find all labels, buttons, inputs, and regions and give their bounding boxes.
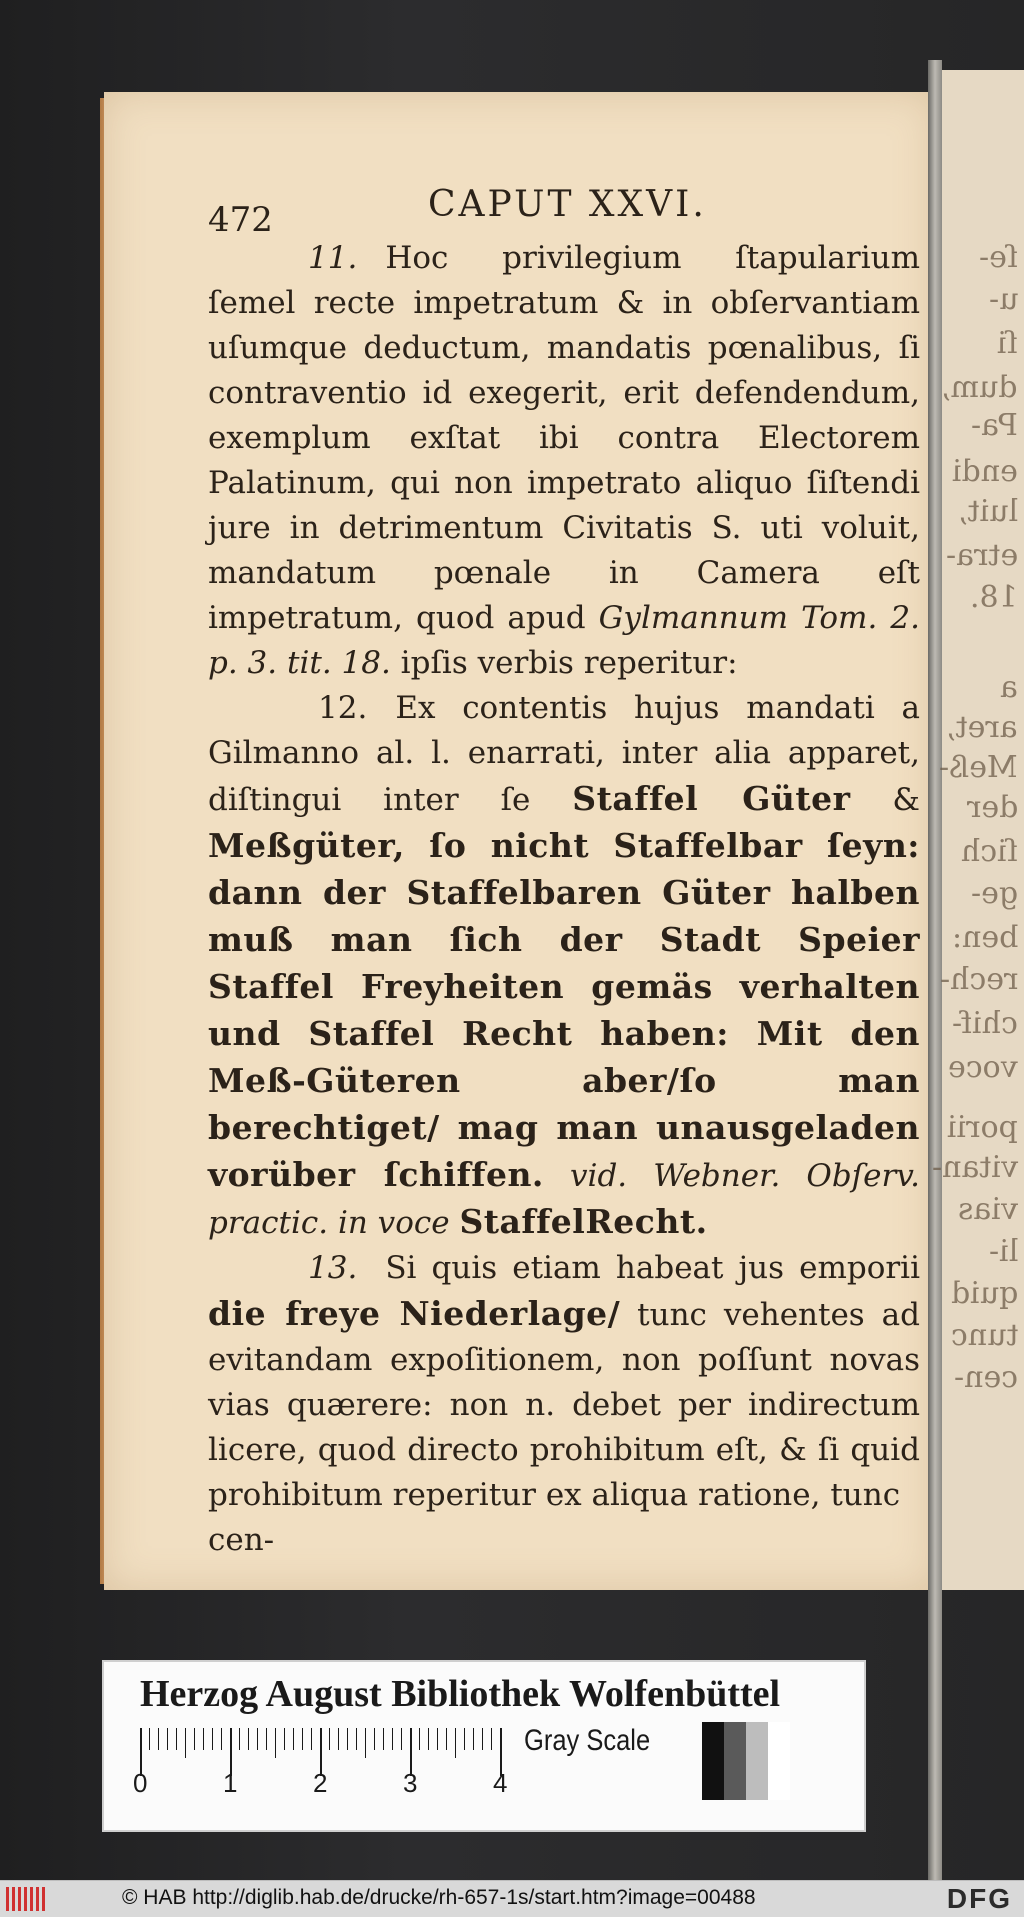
- gray-swatch: [724, 1722, 746, 1800]
- ruler-tick: [383, 1728, 384, 1750]
- facing-page-fragment: luit,: [957, 494, 1018, 529]
- facing-page-fragment: chif-: [952, 1006, 1018, 1041]
- facing-page-fragment: 18.: [970, 580, 1018, 615]
- ruler-tick: [419, 1728, 420, 1750]
- ruler-tick: [293, 1728, 294, 1750]
- scale-ruler: [133, 1728, 520, 1798]
- ruler-tick: [212, 1728, 213, 1750]
- paragraph-text: &: [850, 782, 921, 818]
- paragraph-number: 11.: [308, 240, 358, 276]
- facing-page-fragment: ſich: [961, 834, 1018, 869]
- paragraph-number: 12.: [318, 690, 368, 726]
- gray-swatch: [746, 1722, 768, 1800]
- ruler-tick: [437, 1728, 438, 1750]
- library-name: Herzog August Bibliothek Wolfenbüttel: [140, 1673, 781, 1715]
- facing-page-fragment: dum,: [941, 370, 1018, 405]
- barcode-icon: [6, 1887, 46, 1911]
- ruler-label: 2: [313, 1768, 328, 1798]
- page-body: [208, 236, 920, 1563]
- facing-page-fragment: rech-: [939, 962, 1018, 997]
- german-text: StaffelRecht.: [459, 1202, 708, 1241]
- ruler-tick: [446, 1728, 447, 1750]
- facing-page-fragment: a: [1000, 670, 1018, 705]
- facing-page-fragment: ben:: [951, 920, 1018, 955]
- ruler-label: 0: [133, 1768, 148, 1798]
- page-header: [208, 184, 928, 240]
- ruler-tick: [203, 1728, 204, 1750]
- paragraph-text: Si quis etiam habeat jus emporii: [385, 1250, 920, 1286]
- ruler-tick: [149, 1728, 150, 1750]
- gray-swatch: [768, 1722, 790, 1800]
- source-link[interactable]: © HAB http://diglib.hab.de/drucke/rh-657-1s/start.htm?image=00488: [122, 1886, 756, 1909]
- ruler-tick: [185, 1728, 186, 1758]
- ruler-tick: [158, 1728, 159, 1750]
- paragraph-number: 13.: [308, 1250, 358, 1286]
- running-title: CAPUT XXVI.: [428, 184, 707, 225]
- paragraph-text: Hoc privilegium ſtapularium ſemel recte impetratum & in obſervantiam uſumque deductum, mandatis pœnalibus, ſi contraventio id exegerit, erit defendendum, exemplum exſtat ibi contra Electorem Palatinum, qui non impetrato aliquo ſiſtendi jure in detrimentum Civitatis S. uti voluit, mandatum pœnale in Camera eſt impetratum, quod apud: [208, 240, 920, 636]
- ruler-tick: [347, 1728, 348, 1750]
- ruler-tick: [176, 1728, 177, 1750]
- ruler-tick: [302, 1728, 303, 1750]
- citation: vid. Webner. Obſerv. practic. in voce: [208, 1158, 921, 1241]
- ruler-tick: [167, 1728, 168, 1750]
- dfg-logo: DFG: [946, 1883, 1012, 1914]
- facing-page-fragment: cen-: [953, 1360, 1018, 1395]
- paragraph-text: tunc vehentes ad evitandam expoſitionem, non poſſunt novas vias quærere: non n. debet per indirectum licere, quod directo prohibitum eſt, & ſi quid prohibitum reperitur ex aliqua ratione, tunc: [208, 1297, 920, 1513]
- citation: Gylmannum Tom. 2. p. 3. tit. 18.: [208, 600, 920, 681]
- paragraph-13: [208, 1246, 920, 1518]
- paragraph-11: [208, 236, 920, 686]
- facing-page-fragment: quid: [950, 1276, 1018, 1311]
- german-text: die freye Niederlage/: [208, 1294, 621, 1333]
- ruler-tick: [455, 1728, 456, 1758]
- ruler-tick: [329, 1728, 330, 1750]
- color-target-card: [102, 1660, 866, 1832]
- ruler-tick: [482, 1728, 483, 1750]
- footer-bar: [0, 1880, 1024, 1917]
- ruler-tick: [248, 1728, 249, 1750]
- facing-page-fragment: Pa-: [971, 408, 1018, 443]
- ruler-tick: [311, 1728, 312, 1750]
- ruler-tick: [374, 1728, 375, 1750]
- facing-page-fragment: Meß-: [939, 750, 1018, 785]
- facing-page-fragment: endi: [952, 454, 1018, 489]
- ruler-tick: [491, 1728, 492, 1750]
- ruler-tick: [275, 1728, 276, 1758]
- page-number: 472: [208, 200, 273, 240]
- facing-page-fragment: ſi: [997, 326, 1018, 361]
- ruler-tick: [266, 1728, 267, 1750]
- facing-page-fragment: porii: [947, 1110, 1018, 1145]
- ruler-tick: [392, 1728, 393, 1750]
- ruler-label: 3: [403, 1768, 418, 1798]
- facing-page-fragment: etra-: [945, 538, 1018, 573]
- ruler-tick: [428, 1728, 429, 1750]
- facing-page-fragment: ge-: [970, 876, 1018, 911]
- ruler-tick: [473, 1728, 474, 1750]
- ruler-label: 4: [493, 1768, 508, 1798]
- german-text: Staffel Güter: [572, 779, 851, 818]
- paragraph-text: Ex contentis hujus mandati a Gilmanno al. l. enarrati, inter alia apparet, diſtingui inter ſe: [208, 690, 920, 818]
- facing-page-fragment: u-: [988, 282, 1018, 317]
- ruler-tick: [221, 1728, 222, 1750]
- ruler-tick: [284, 1728, 285, 1750]
- ruler-tick: [365, 1728, 366, 1758]
- ruler-tick: [356, 1728, 357, 1750]
- facing-page-fragment: tunc: [950, 1318, 1018, 1353]
- facing-page-fragment: li-: [988, 1234, 1018, 1269]
- catchword: cen-: [208, 1522, 275, 1558]
- ruler-label: 1: [223, 1768, 238, 1798]
- facing-page-fragment: voce: [948, 1050, 1018, 1085]
- facing-page: [932, 70, 1024, 1590]
- ruler-tick: [338, 1728, 339, 1750]
- facing-page-fragment: der: [966, 790, 1018, 825]
- facing-page-fragment: ſe-: [979, 240, 1018, 275]
- paragraph-text: ipſis verbis reperitur:: [390, 645, 738, 681]
- ruler-tick: [257, 1728, 258, 1750]
- ruler-tick: [194, 1728, 195, 1750]
- gray-scale-label: Gray Scale: [524, 1724, 651, 1757]
- ruler-tick: [239, 1728, 240, 1750]
- facing-page-fragment: vias: [958, 1192, 1018, 1227]
- ruler-tick: [464, 1728, 465, 1750]
- facing-page-fragment: vitan-: [932, 1150, 1018, 1185]
- paragraph-12: [208, 686, 920, 1246]
- facing-page-fragment: aret,: [946, 710, 1018, 745]
- gray-swatch: [702, 1722, 724, 1800]
- ruler-tick: [401, 1728, 402, 1750]
- german-text: Meßgüter, ſo nicht Staffelbar ſeyn: dann der Staffelbaren Güter halben muß man ſich der Stadt Speier Staffel Freyheiten gemäs verhalten und Staffel Recht haben: Mit den Meß-Güteren aber/ſo man berechtiget/ mag man unausgeladen vorüber ſchiffen.: [208, 826, 920, 1194]
